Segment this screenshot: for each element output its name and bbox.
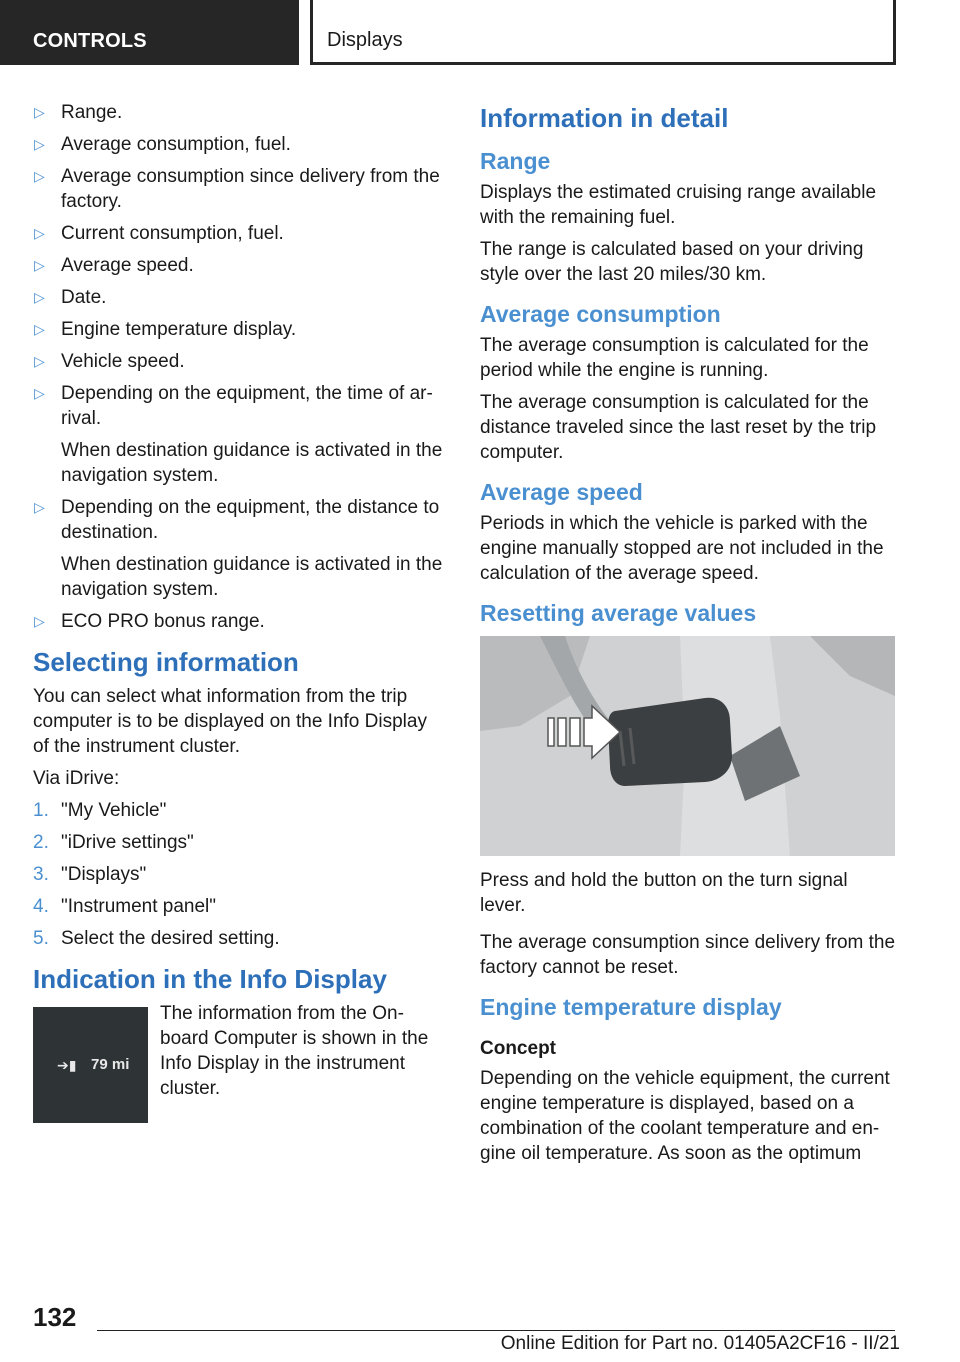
list-item-text: Current consumption, fuel. bbox=[61, 223, 284, 244]
footer-divider bbox=[97, 1330, 895, 1331]
step-item bbox=[33, 830, 448, 855]
step-number: 4. bbox=[33, 896, 49, 917]
avg-consumption-paragraph-2: The average consumption is calculated for the distance traveled since the last reset by the trip computer. bbox=[480, 392, 877, 463]
indication-text: The information from the On-board Computer is shown in the Info Display in the instrument cluster. bbox=[160, 1003, 429, 1099]
list-item bbox=[33, 285, 448, 310]
step-item bbox=[33, 926, 448, 951]
step-text: "My Vehicle" bbox=[61, 800, 167, 821]
list-item-text: Engine temperature display. bbox=[61, 319, 297, 340]
step-number: 5. bbox=[33, 928, 49, 949]
step-number: 3. bbox=[33, 864, 49, 885]
via-idrive-text: Via iDrive: bbox=[33, 768, 120, 789]
list-item-text: Depending on the equipment, the time of ar-rival. bbox=[61, 383, 433, 429]
range-paragraph-1: Displays the estimated cruising range available with the remaining fuel. bbox=[480, 182, 877, 228]
bullet-triangle-icon: ▷ bbox=[34, 225, 45, 241]
indication-heading: Indication in the Info Display bbox=[33, 964, 387, 994]
step-text: "Displays" bbox=[61, 864, 147, 885]
avg-consumption-paragraph-1: The average consumption is calculated for the period while the engine is running. bbox=[480, 335, 869, 381]
list-item bbox=[33, 495, 448, 602]
step-item bbox=[33, 894, 448, 919]
bullet-triangle-icon: ▷ bbox=[34, 289, 45, 305]
reset-paragraph-2: The average consumption since delivery from the factory cannot be reset. bbox=[480, 932, 896, 978]
steps-list bbox=[33, 798, 448, 951]
engine-temp-heading: Engine temperature display bbox=[480, 994, 782, 1020]
concept-heading: Concept bbox=[480, 1038, 556, 1059]
step-text: "iDrive settings" bbox=[61, 832, 194, 853]
list-item-subtext: When destination guidance is activated in the navigation system. bbox=[61, 554, 443, 600]
bullet-triangle-icon: ▷ bbox=[34, 136, 45, 152]
list-item-subtext: When destination guidance is activated in the navigation system. bbox=[61, 440, 443, 486]
list-item-text: Date. bbox=[61, 287, 107, 308]
edition-footer: Online Edition for Part no. 01405A2CF16 - II/21 bbox=[500, 1333, 900, 1354]
range-heading: Range bbox=[480, 148, 551, 174]
reset-paragraph-1: Press and hold the button on the turn signal lever. bbox=[480, 870, 848, 916]
list-item-text: Average consumption, fuel. bbox=[61, 134, 291, 155]
range-arrow-icon: ➔▮ bbox=[57, 1057, 77, 1073]
indication-block bbox=[33, 1001, 448, 1123]
avg-consumption-heading: Average consumption bbox=[480, 301, 721, 327]
bullet-triangle-icon: ▷ bbox=[34, 613, 45, 629]
detail-heading: Information in detail bbox=[480, 103, 729, 133]
list-item-text: ECO PRO bonus range. bbox=[61, 611, 265, 632]
selecting-heading: Selecting information bbox=[33, 647, 299, 677]
range-paragraph-2: The range is calculated based on your driving style over the last 20 miles/30 km. bbox=[480, 239, 864, 285]
left-column bbox=[33, 100, 448, 1123]
bullet-triangle-icon: ▷ bbox=[34, 321, 45, 337]
bullet-triangle-icon: ▷ bbox=[34, 499, 45, 515]
bullet-triangle-icon: ▷ bbox=[34, 353, 45, 369]
list-item bbox=[33, 609, 448, 634]
step-item bbox=[33, 862, 448, 887]
right-column bbox=[480, 100, 898, 1173]
list-item-text: Average speed. bbox=[61, 255, 194, 276]
list-item bbox=[33, 253, 448, 278]
list-item-text: Average consumption since delivery from the factory. bbox=[61, 166, 440, 212]
list-item bbox=[33, 132, 448, 157]
list-item bbox=[33, 349, 448, 374]
bullet-triangle-icon: ▷ bbox=[34, 104, 45, 120]
selecting-text: You can select what information from the trip computer is to be displayed on the Info Display of the instrument cluster. bbox=[33, 686, 427, 757]
bullet-list bbox=[33, 100, 448, 634]
list-item bbox=[33, 164, 448, 214]
step-text: Select the desired setting. bbox=[61, 928, 280, 949]
step-number: 1. bbox=[33, 800, 49, 821]
bullet-triangle-icon: ▷ bbox=[34, 168, 45, 184]
list-item-text: Range. bbox=[61, 102, 123, 123]
avg-speed-paragraph: Periods in which the vehicle is parked with the engine manually stopped are not included in the calculation of the average speed. bbox=[480, 513, 884, 584]
step-number: 2. bbox=[33, 832, 49, 853]
list-item bbox=[33, 317, 448, 342]
turn-signal-lever-illustration bbox=[480, 636, 895, 856]
list-item-text: Vehicle speed. bbox=[61, 351, 185, 372]
bullet-triangle-icon: ▷ bbox=[34, 385, 45, 401]
bullet-triangle-icon: ▷ bbox=[34, 257, 45, 273]
list-item bbox=[33, 100, 448, 125]
concept-paragraph: Depending on the vehicle equipment, the current engine temperature is displayed, based on a combination of the coolant temperature and en-gine oil temperature. As soon as the optimum bbox=[480, 1068, 890, 1164]
list-item bbox=[33, 381, 448, 488]
page-title: Displays bbox=[310, 0, 896, 65]
page-number: 132 bbox=[33, 1302, 77, 1332]
step-text: "Instrument panel" bbox=[61, 896, 217, 917]
range-value: 79 mi bbox=[91, 1056, 130, 1073]
reset-heading: Resetting average values bbox=[480, 600, 757, 626]
step-item bbox=[33, 798, 448, 823]
info-display-image bbox=[33, 1007, 148, 1123]
list-item bbox=[33, 221, 448, 246]
avg-speed-heading: Average speed bbox=[480, 479, 643, 505]
list-item-text: Depending on the equipment, the distance to destination. bbox=[61, 497, 440, 543]
section-tab: CONTROLS bbox=[0, 0, 299, 65]
